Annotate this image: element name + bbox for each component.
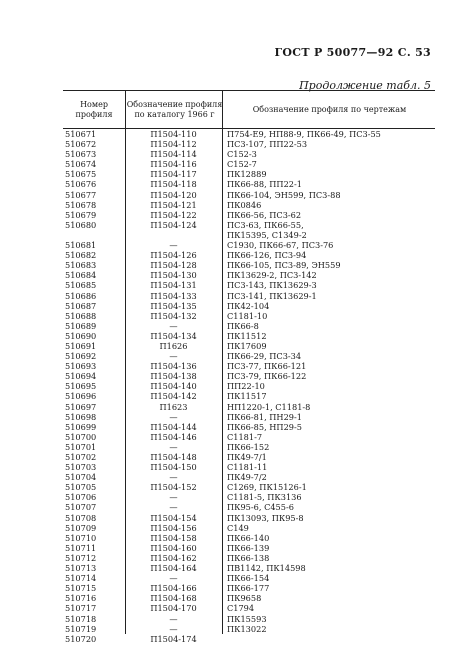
cell-drawing-designation: ПК13093, ПК95-8 bbox=[227, 512, 304, 523]
table-row bbox=[63, 240, 435, 250]
cell-profile-number: 510690 bbox=[65, 330, 97, 341]
table-row bbox=[63, 593, 435, 603]
cell-drawing-designation: ПК66-8 bbox=[227, 320, 259, 331]
table-row bbox=[63, 210, 435, 220]
cell-profile-number: 510682 bbox=[65, 250, 97, 261]
table-row bbox=[63, 311, 435, 321]
cell-profile-number: 510704 bbox=[65, 472, 97, 483]
cell-profile-number: 510705 bbox=[65, 482, 97, 493]
cell-catalog-designation: П1504-133 bbox=[150, 290, 197, 301]
cell-profile-number: 510700 bbox=[65, 431, 97, 442]
table-row bbox=[63, 634, 435, 644]
cell-drawing-designation: ПК66-152 bbox=[227, 441, 270, 452]
cell-drawing-designation: ПК17609 bbox=[227, 340, 267, 351]
table-row bbox=[63, 270, 435, 280]
table-row bbox=[63, 220, 435, 230]
cell-profile-number: 510688 bbox=[65, 310, 97, 321]
cell-drawing-designation: ПК95-6, С455-6 bbox=[227, 502, 294, 513]
cell-drawing-designation: ПС3-79, ПК66-122 bbox=[227, 371, 307, 382]
cell-drawing-designation: ПС3-143, ПК13629-3 bbox=[227, 280, 317, 291]
cell-catalog-designation: П1504-144 bbox=[150, 421, 197, 432]
cell-drawing-designation: С152-3 bbox=[227, 149, 257, 160]
cell-profile-number: 510707 bbox=[65, 502, 97, 513]
cell-catalog-designation: П1504-136 bbox=[150, 361, 197, 372]
profile-table bbox=[63, 90, 435, 644]
cell-profile-number: 510685 bbox=[65, 280, 97, 291]
cell-profile-number: 510720 bbox=[65, 633, 97, 644]
cell-catalog-designation bbox=[125, 230, 222, 240]
cell-profile-number: 510703 bbox=[65, 462, 97, 473]
cell-profile-number: 510713 bbox=[65, 563, 97, 574]
cell-catalog-designation: П1504-131 bbox=[150, 280, 197, 291]
cell-drawing-designation: ПК0846 bbox=[227, 199, 262, 210]
cell-drawing-designation: ПК15395, С1349-2 bbox=[227, 229, 307, 240]
cell-catalog-designation: П1504-154 bbox=[150, 512, 197, 523]
cell-profile-number: 510677 bbox=[65, 189, 97, 200]
cell-drawing-designation: С149 bbox=[227, 522, 249, 533]
cell-profile-number: 510716 bbox=[65, 593, 97, 604]
cell-catalog-designation: П1504-118 bbox=[150, 179, 197, 190]
table-row bbox=[63, 402, 435, 412]
cell-catalog-designation: П1504-174 bbox=[150, 633, 197, 644]
table-row bbox=[63, 543, 435, 553]
cell-profile-number: 510680 bbox=[65, 219, 97, 230]
table-row bbox=[63, 573, 435, 583]
cell-drawing-designation: ПК13022 bbox=[227, 623, 267, 634]
table-row bbox=[63, 381, 435, 391]
cell-profile-number: 510719 bbox=[65, 623, 97, 634]
cell-catalog-designation: П1623 bbox=[159, 401, 188, 412]
cell-drawing-designation: ПК66-81, ПН29-1 bbox=[227, 411, 302, 422]
cell-catalog-designation: П1504-166 bbox=[150, 583, 197, 594]
cell-catalog-designation: П1504-126 bbox=[150, 250, 197, 261]
table-row bbox=[63, 432, 435, 442]
cell-profile-number bbox=[63, 230, 125, 240]
cell-profile-number: 510709 bbox=[65, 522, 97, 533]
cell-catalog-designation: П1504-138 bbox=[150, 371, 197, 382]
table-row bbox=[63, 321, 435, 331]
cell-drawing-designation: ПК66-88, ПП22-1 bbox=[227, 179, 302, 190]
cell-catalog-designation: П1504-135 bbox=[150, 300, 197, 311]
cell-profile-number: 510679 bbox=[65, 209, 97, 220]
table-header bbox=[63, 90, 435, 129]
cell-drawing-designation: С1181-10 bbox=[227, 310, 268, 321]
column-divider bbox=[222, 129, 223, 634]
table-row bbox=[63, 361, 435, 371]
cell-profile-number: 510697 bbox=[65, 401, 97, 412]
cell-drawing-designation: ПК42-104 bbox=[227, 300, 270, 311]
cell-catalog-designation: П1504-128 bbox=[150, 260, 197, 271]
cell-profile-number: 510675 bbox=[65, 169, 97, 180]
cell-drawing-designation: ПК66-85, НП29-5 bbox=[227, 421, 302, 432]
cell-catalog-designation: П1504-170 bbox=[150, 603, 197, 614]
cell-profile-number: 510693 bbox=[65, 361, 97, 372]
cell-drawing-designation: ПК11512 bbox=[227, 330, 267, 341]
table-body bbox=[63, 129, 435, 644]
cell-profile-number: 510683 bbox=[65, 260, 97, 271]
cell-drawing-designation bbox=[222, 634, 435, 644]
table-row bbox=[63, 169, 435, 179]
column-header-drawing: Обозначение профиля по чертежам bbox=[222, 91, 436, 128]
cell-drawing-designation: ПС3-63, ПК66-55, bbox=[227, 219, 304, 230]
table-row bbox=[63, 190, 435, 200]
cell-catalog-designation: П1504-168 bbox=[150, 593, 197, 604]
table-row bbox=[63, 492, 435, 502]
table-row bbox=[63, 583, 435, 593]
cell-catalog-designation: — bbox=[169, 411, 178, 422]
cell-catalog-designation: П1504-164 bbox=[150, 563, 197, 574]
cell-catalog-designation: П1504-124 bbox=[150, 219, 197, 230]
table-row bbox=[63, 523, 435, 533]
cell-drawing-designation: ПК66-140 bbox=[227, 532, 270, 543]
cell-catalog-designation: — bbox=[169, 351, 178, 362]
table-row bbox=[63, 412, 435, 422]
cell-profile-number: 510717 bbox=[65, 603, 97, 614]
table-row bbox=[63, 472, 435, 482]
cell-drawing-designation: ПК66-126, ПС3-94 bbox=[227, 250, 307, 261]
cell-profile-number: 510706 bbox=[65, 492, 97, 503]
cell-catalog-designation: П1504-110 bbox=[150, 129, 197, 139]
table-row bbox=[63, 129, 435, 139]
cell-drawing-designation: С152-7 bbox=[227, 159, 257, 170]
cell-catalog-designation: — bbox=[169, 492, 178, 503]
cell-profile-number: 510673 bbox=[65, 149, 97, 160]
page-header: ГОСТ Р 50077—92 С. 53 bbox=[274, 46, 431, 59]
cell-catalog-designation: П1504-142 bbox=[150, 391, 197, 402]
cell-profile-number: 510672 bbox=[65, 139, 97, 150]
table-row bbox=[63, 533, 435, 543]
cell-catalog-designation: П1504-134 bbox=[150, 330, 197, 341]
table-row bbox=[63, 442, 435, 452]
cell-drawing-designation: ПК66-139 bbox=[227, 542, 270, 553]
cell-drawing-designation: С1181-7 bbox=[227, 431, 263, 442]
cell-catalog-designation: П1504-112 bbox=[150, 139, 197, 150]
cell-drawing-designation: ПС3-141, ПК13629-1 bbox=[227, 290, 317, 301]
cell-drawing-designation: ПК66-138 bbox=[227, 552, 270, 563]
table-row bbox=[63, 624, 435, 634]
cell-profile-number: 510691 bbox=[65, 340, 97, 351]
table-row bbox=[63, 482, 435, 492]
cell-profile-number: 510701 bbox=[65, 441, 97, 452]
cell-catalog-designation: П1504-150 bbox=[150, 462, 197, 473]
cell-profile-number: 510687 bbox=[65, 300, 97, 311]
table-row bbox=[63, 351, 435, 361]
cell-profile-number: 510684 bbox=[65, 270, 97, 281]
cell-catalog-designation: — bbox=[169, 502, 178, 513]
cell-drawing-designation: С1930, ПК66-67, ПС3-76 bbox=[227, 240, 334, 251]
cell-catalog-designation: П1504-148 bbox=[150, 452, 197, 462]
cell-catalog-designation: П1504-158 bbox=[150, 532, 197, 543]
cell-profile-number: 510714 bbox=[65, 573, 97, 584]
cell-profile-number: 510692 bbox=[65, 351, 97, 362]
cell-profile-number: 510702 bbox=[65, 452, 97, 462]
table-row bbox=[63, 139, 435, 149]
cell-catalog-designation: П1504-162 bbox=[150, 552, 197, 563]
table-row bbox=[63, 513, 435, 523]
cell-profile-number: 510712 bbox=[65, 552, 97, 563]
table-row bbox=[63, 502, 435, 512]
cell-catalog-designation: П1504-132 bbox=[150, 310, 197, 321]
table-row bbox=[63, 179, 435, 189]
cell-catalog-designation: П1504-120 bbox=[150, 189, 197, 200]
cell-drawing-designation: С1181-5, ПК3136 bbox=[227, 492, 302, 503]
cell-drawing-designation: ПС3-77, ПК66-121 bbox=[227, 361, 307, 372]
cell-profile-number: 510698 bbox=[65, 411, 97, 422]
cell-drawing-designation: ПК66-154 bbox=[227, 573, 270, 584]
cell-profile-number: 510696 bbox=[65, 391, 97, 402]
cell-profile-number: 510710 bbox=[65, 532, 97, 543]
cell-drawing-designation: ПП22-10 bbox=[227, 381, 265, 392]
cell-drawing-designation: ПК66-105, ПС3-89, ЭН559 bbox=[227, 260, 341, 271]
table-row bbox=[63, 230, 435, 240]
cell-catalog-designation: — bbox=[169, 472, 178, 483]
cell-drawing-designation: ПК66-104, ЭН599, ПС3-88 bbox=[227, 189, 341, 200]
table-continuation-label: Продолжение табл. 5 bbox=[299, 79, 431, 92]
cell-catalog-designation: П1626 bbox=[159, 340, 188, 351]
cell-drawing-designation: С1794 bbox=[227, 603, 255, 614]
cell-catalog-designation: — bbox=[169, 240, 178, 251]
cell-drawing-designation: ПК12889 bbox=[227, 169, 267, 180]
table-row bbox=[63, 371, 435, 381]
cell-drawing-designation: ПК9658 bbox=[227, 593, 262, 604]
table-row bbox=[63, 422, 435, 432]
cell-catalog-designation: — bbox=[169, 441, 178, 452]
cell-catalog-designation: П1504-122 bbox=[150, 209, 197, 220]
cell-catalog-designation: — bbox=[169, 613, 178, 624]
table-row bbox=[63, 331, 435, 341]
cell-catalog-designation: П1504-121 bbox=[150, 199, 197, 210]
table-row bbox=[63, 260, 435, 270]
cell-profile-number: 510671 bbox=[65, 129, 97, 139]
cell-drawing-designation: ПВ1142, ПК14598 bbox=[227, 563, 306, 574]
table-row bbox=[63, 452, 435, 462]
table-row bbox=[63, 291, 435, 301]
cell-profile-number: 510694 bbox=[65, 371, 97, 382]
cell-drawing-designation: НП1220-1, С1181-8 bbox=[227, 401, 311, 412]
cell-catalog-designation: — bbox=[169, 320, 178, 331]
cell-profile-number: 510686 bbox=[65, 290, 97, 301]
column-divider bbox=[125, 129, 126, 634]
cell-profile-number: 510676 bbox=[65, 179, 97, 190]
table-row bbox=[63, 603, 435, 613]
cell-catalog-designation: — bbox=[169, 623, 178, 634]
cell-profile-number: 510715 bbox=[65, 583, 97, 594]
table-row bbox=[63, 149, 435, 159]
table-row bbox=[63, 563, 435, 573]
cell-drawing-designation: ПС3-107, ПП22-53 bbox=[227, 139, 308, 150]
cell-drawing-designation: ПК11517 bbox=[227, 391, 267, 402]
table-row bbox=[63, 200, 435, 210]
cell-catalog-designation: П1504-114 bbox=[150, 149, 197, 160]
cell-drawing-designation: ПК49-7/2 bbox=[227, 472, 267, 483]
cell-catalog-designation: П1504-116 bbox=[150, 159, 197, 170]
table-row bbox=[63, 341, 435, 351]
cell-profile-number: 510711 bbox=[65, 542, 97, 553]
cell-drawing-designation: П754-Е9, НП88-9, ПК66-49, ПС3-55 bbox=[227, 129, 381, 139]
cell-profile-number: 510689 bbox=[65, 320, 97, 331]
table-row bbox=[63, 553, 435, 563]
cell-catalog-designation: П1504-146 bbox=[150, 431, 197, 442]
cell-drawing-designation: С1269, ПК15126-1 bbox=[227, 482, 307, 493]
cell-profile-number: 510681 bbox=[65, 240, 97, 251]
cell-catalog-designation: П1504-160 bbox=[150, 542, 197, 553]
cell-profile-number: 510699 bbox=[65, 421, 97, 432]
cell-drawing-designation: ПК15593 bbox=[227, 613, 267, 624]
cell-drawing-designation: ПК66-29, ПС3-34 bbox=[227, 351, 302, 362]
column-header-catalog: Обозначение профиля по каталогу 1966 г bbox=[125, 91, 223, 128]
cell-drawing-designation: ПК13629-2, ПС3-142 bbox=[227, 270, 317, 281]
cell-profile-number: 510678 bbox=[65, 199, 97, 210]
table-row bbox=[63, 614, 435, 624]
cell-drawing-designation: ПК49-7/1 bbox=[227, 452, 267, 462]
column-header-number: Номер профиля bbox=[75, 99, 113, 119]
cell-catalog-designation: П1504-130 bbox=[150, 270, 197, 281]
table-row bbox=[63, 462, 435, 472]
cell-drawing-designation: ПК66-56, ПС3-62 bbox=[227, 209, 302, 220]
table-row bbox=[63, 159, 435, 169]
cell-catalog-designation: П1504-117 bbox=[150, 169, 197, 180]
table-row bbox=[63, 391, 435, 401]
table-row bbox=[63, 301, 435, 311]
cell-catalog-designation: П1504-140 bbox=[150, 381, 197, 392]
cell-catalog-designation: П1504-152 bbox=[150, 482, 197, 493]
cell-drawing-designation: ПК66-177 bbox=[227, 583, 270, 594]
cell-profile-number: 510708 bbox=[65, 512, 97, 523]
table-row bbox=[63, 250, 435, 260]
cell-profile-number: 510674 bbox=[65, 159, 97, 170]
cell-profile-number: 510718 bbox=[65, 613, 97, 624]
table-row bbox=[63, 280, 435, 290]
cell-profile-number: 510695 bbox=[65, 381, 97, 392]
cell-drawing-designation: С1181-11 bbox=[227, 462, 268, 473]
cell-catalog-designation: — bbox=[169, 573, 178, 584]
cell-catalog-designation: П1504-156 bbox=[150, 522, 197, 533]
